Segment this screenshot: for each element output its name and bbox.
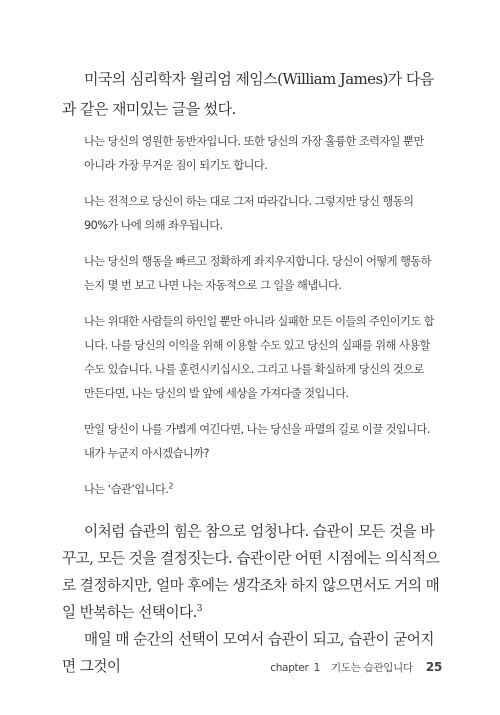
running-footer bbox=[270, 660, 442, 675]
chapter-label: chapter bbox=[270, 662, 309, 674]
intro-text: 미국의 심리학자 윌리엄 제임스(William James)가 다음과 같은 재미있는 글을 썼다. bbox=[62, 70, 434, 118]
quote-paragraph-2: 나는 전적으로 당신이 하는 대로 그저 따라갑니다. 그렇지만 당신 행동의 90%가 나에 의해 좌우됩니다. bbox=[84, 195, 414, 232]
quote-paragraph-5: 만일 당신이 나를 가볍게 여긴다면, 나는 당신을 파멸의 길로 이끌 것입니다. 내가 누군지 아시겠습니까? bbox=[84, 423, 430, 460]
footnote-ref-3: 3 bbox=[196, 604, 203, 615]
quote-paragraph-6 bbox=[84, 478, 436, 502]
page-number: 25 bbox=[425, 660, 442, 674]
body-paragraph-1-text: 이처럼 습관의 힘은 참으로 엄청나다. 습관이 모든 것을 바꾸고, 모든 것을 결정짓는다. 습관이란 어떤 시점에는 의식적으로 결정하지만, 얼마 후에는 생각조차 하지 않으면서도 거의 매일 반복하는 선택이다. bbox=[62, 523, 440, 621]
quote-paragraph-4: 나는 위대한 사람들의 하인일 뿐만 아니라 실패한 모든 이들의 주인이기도 합니다. 나를 당신의 이익을 위해 이용할 수도 있고 당신의 실패를 위해 사용할 수도 있습니다. 나를 훈련시키십시오. 그리고 나를 확실하게 당신의 것으로 만든다면, 나는 당신의 발 앞에 세상을 가져다줄 것입니다. bbox=[84, 315, 435, 400]
quote-paragraph-1: 나는 당신의 영원한 동반자입니다. 또한 당신의 가장 훌륭한 조력자일 뿐만 아니라 가장 무거운 짐이 되기도 합니다. bbox=[84, 135, 424, 172]
body-text bbox=[62, 518, 444, 680]
body-paragraph-2-text: 매일 매 순간의 선택이 모여서 습관이 되고, 습관이 굳어지면 그것이 bbox=[62, 631, 434, 675]
habit-quote bbox=[84, 130, 436, 514]
chapter-number: 1 bbox=[313, 662, 320, 674]
chapter-title: 기도는 습관입니다 bbox=[331, 662, 413, 674]
quote-paragraph-3: 나는 당신의 행동을 빠르고 정확하게 좌지우지합니다. 당신이 어떻게 행동하는지 몇 번 보고 나면 나는 자동적으로 그 일을 해냅니다. bbox=[84, 255, 432, 292]
body-paragraph-1 bbox=[62, 518, 444, 626]
intro-paragraph bbox=[62, 64, 444, 124]
quote-paragraph-6-text: 나는 ‘습관’입니다. bbox=[84, 483, 169, 496]
footnote-ref-2: 2 bbox=[168, 481, 173, 491]
